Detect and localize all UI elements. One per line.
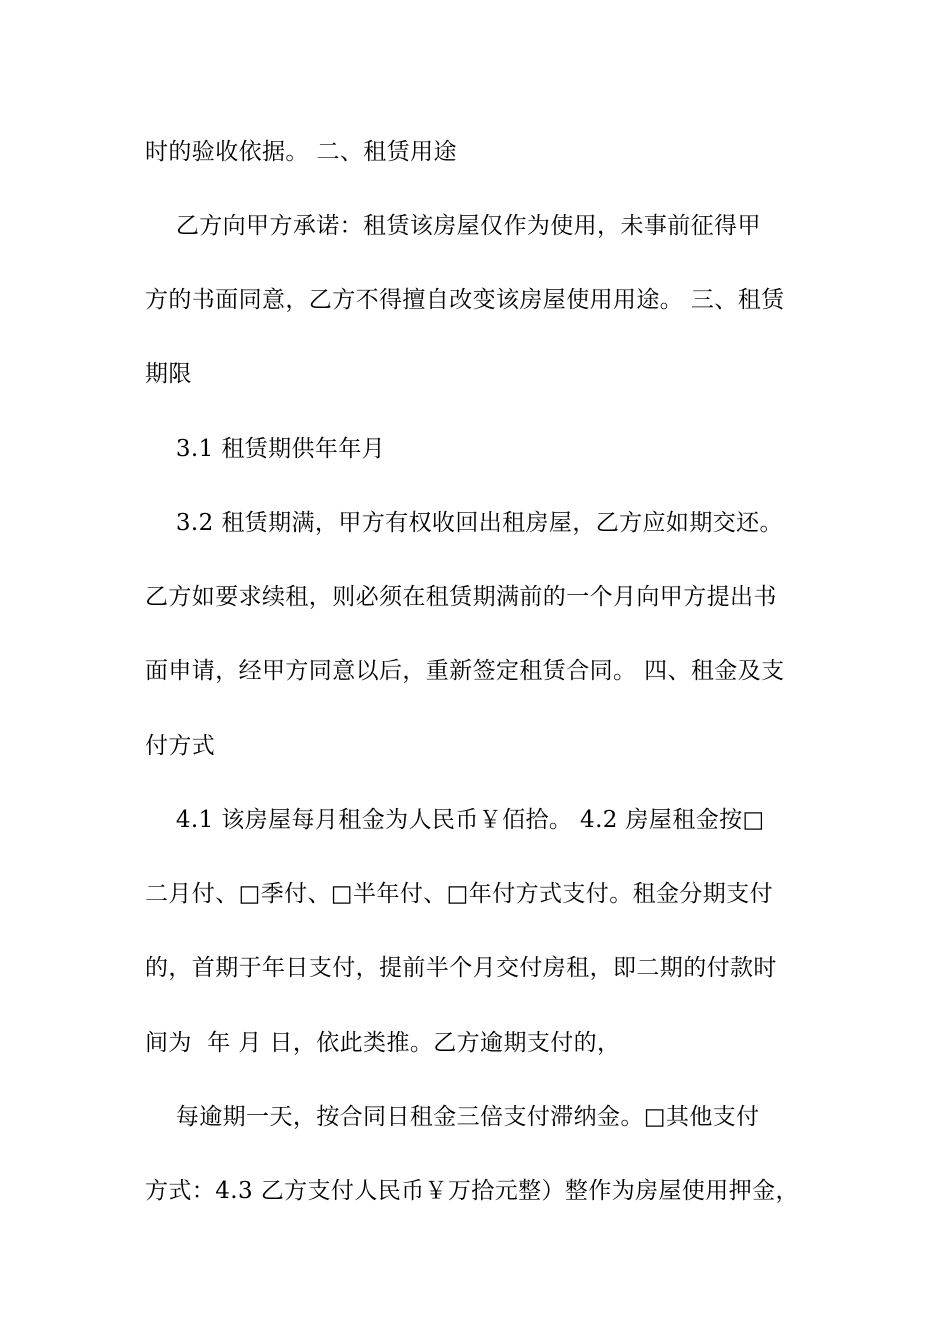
- text-line-3: 方的书面同意，乙方不得擅自改变该房屋使用用途。 三、租赁: [145, 287, 785, 313]
- text-line-12: 的，首期于年日支付，提前半个月交付房租，即二期的付款时: [145, 955, 777, 981]
- text-line-9: 付方式: [145, 733, 216, 759]
- text-line-2: 乙方向甲方承诺：租赁该房屋仅作为使用，未事前征得甲: [145, 213, 761, 239]
- text-line-8: 面申请，经甲方同意以后，重新签定租赁合同。 四、租金及支: [145, 658, 785, 684]
- text-line-7: 乙方如要求续租，则必须在租赁期满前的一个月向甲方提出书: [145, 584, 777, 610]
- text-line-14: 每逾期一天，按合同日租金三倍支付滞纳金。□其他支付: [145, 1104, 760, 1130]
- text-line-13: 间为 年 月 日，依此类推。乙方逾期支付的，: [145, 1030, 621, 1056]
- text-line-4: 期限: [145, 361, 192, 387]
- text-line-11: 二月付、□季付、□半年付、□年付方式支付。租金分期支付: [145, 881, 773, 907]
- text-line-15: 方式：4.3 乙方支付人民币￥万拾元整）整作为房屋使用押金，: [145, 1178, 799, 1204]
- text-line-5: 3.1 租赁期供年年月: [145, 436, 386, 462]
- text-line-1: 时的验收依据。 二、租赁用途: [145, 139, 457, 165]
- text-line-6: 3.2 租赁期满，甲方有权收回出租房屋，乙方应如期交还。: [145, 510, 783, 536]
- text-line-10: 4.1 该房屋每月租金为人民币￥佰拾。 4.2 房屋租金按□: [145, 807, 765, 833]
